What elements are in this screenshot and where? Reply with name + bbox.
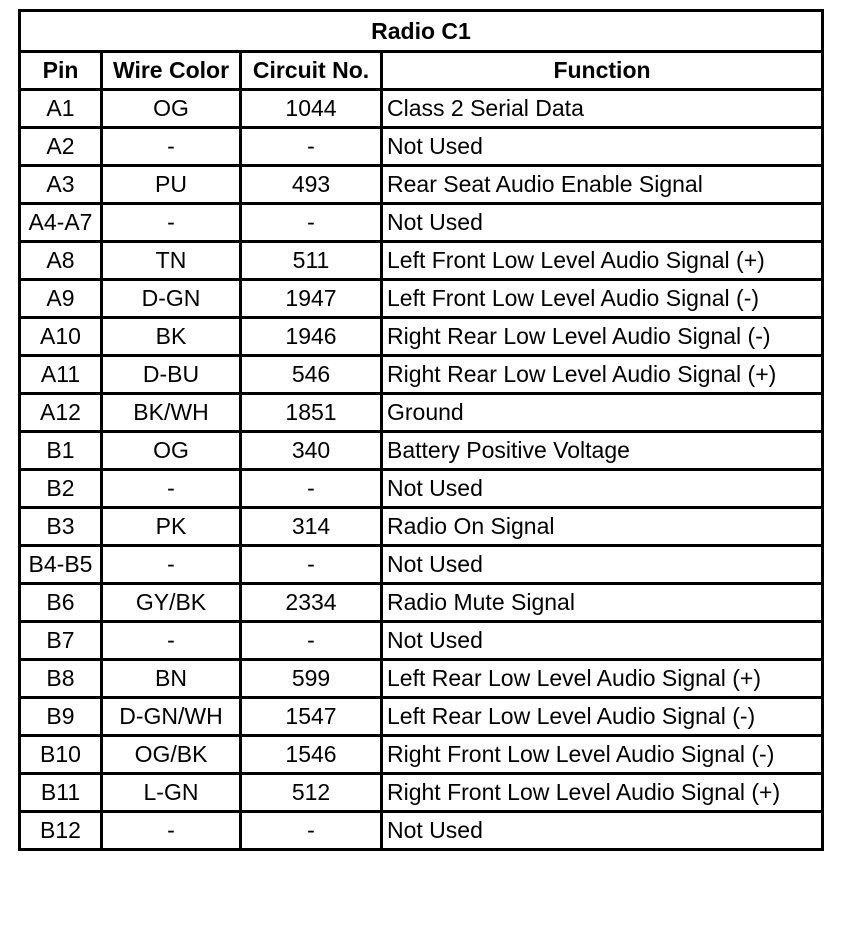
pin-cell: B9 <box>20 698 102 736</box>
table-row <box>20 774 823 812</box>
column-header-circuit-no: Circuit No. <box>241 52 382 90</box>
table-title: Radio C1 <box>20 11 823 52</box>
wire-color-cell: - <box>102 204 241 242</box>
connector-pinout-table <box>18 9 824 851</box>
function-cell: Not Used <box>382 622 823 660</box>
function-cell: Left Front Low Level Audio Signal (-) <box>382 280 823 318</box>
table-title-row <box>20 11 823 52</box>
wire-color-cell: D-BU <box>102 356 241 394</box>
table-row <box>20 584 823 622</box>
function-cell: Ground <box>382 394 823 432</box>
table-row <box>20 736 823 774</box>
table-row <box>20 318 823 356</box>
function-cell: Left Rear Low Level Audio Signal (-) <box>382 698 823 736</box>
function-cell: Not Used <box>382 128 823 166</box>
function-cell: Right Rear Low Level Audio Signal (-) <box>382 318 823 356</box>
function-cell: Right Front Low Level Audio Signal (+) <box>382 774 823 812</box>
table-row <box>20 394 823 432</box>
wire-color-cell: - <box>102 622 241 660</box>
circuit-number-cell: 1044 <box>241 90 382 128</box>
circuit-number-cell: - <box>241 128 382 166</box>
circuit-number-cell: - <box>241 204 382 242</box>
column-header-function: Function <box>382 52 823 90</box>
function-cell: Not Used <box>382 470 823 508</box>
function-cell: Right Rear Low Level Audio Signal (+) <box>382 356 823 394</box>
wire-color-cell: GY/BK <box>102 584 241 622</box>
wire-color-cell: L-GN <box>102 774 241 812</box>
table-row <box>20 698 823 736</box>
table-row <box>20 812 823 850</box>
table-row <box>20 128 823 166</box>
function-cell: Not Used <box>382 812 823 850</box>
table-row <box>20 90 823 128</box>
function-cell: Right Front Low Level Audio Signal (-) <box>382 736 823 774</box>
circuit-number-cell: 511 <box>241 242 382 280</box>
circuit-number-cell: 493 <box>241 166 382 204</box>
pin-cell: B11 <box>20 774 102 812</box>
circuit-number-cell: 1547 <box>241 698 382 736</box>
pin-cell: B1 <box>20 432 102 470</box>
pin-cell: B3 <box>20 508 102 546</box>
circuit-number-cell: 599 <box>241 660 382 698</box>
function-cell: Radio On Signal <box>382 508 823 546</box>
circuit-number-cell: 1947 <box>241 280 382 318</box>
circuit-number-cell: - <box>241 812 382 850</box>
wire-color-cell: BK <box>102 318 241 356</box>
table-row <box>20 242 823 280</box>
wire-color-cell: OG <box>102 90 241 128</box>
circuit-number-cell: 512 <box>241 774 382 812</box>
wire-color-cell: PU <box>102 166 241 204</box>
pin-cell: A12 <box>20 394 102 432</box>
table-row <box>20 546 823 584</box>
table-body <box>20 90 823 850</box>
pin-cell: B4-B5 <box>20 546 102 584</box>
column-header-wire-color: Wire Color <box>102 52 241 90</box>
wire-color-cell: D-GN <box>102 280 241 318</box>
function-cell: Not Used <box>382 204 823 242</box>
pin-cell: A2 <box>20 128 102 166</box>
circuit-number-cell: - <box>241 470 382 508</box>
table-row <box>20 508 823 546</box>
wire-color-cell: - <box>102 470 241 508</box>
table-header-row <box>20 52 823 90</box>
table-row <box>20 432 823 470</box>
pin-cell: A4-A7 <box>20 204 102 242</box>
circuit-number-cell: 2334 <box>241 584 382 622</box>
circuit-number-cell: 1546 <box>241 736 382 774</box>
table-row <box>20 470 823 508</box>
pin-cell: B7 <box>20 622 102 660</box>
wire-color-cell: OG/BK <box>102 736 241 774</box>
table-row <box>20 356 823 394</box>
function-cell: Rear Seat Audio Enable Signal <box>382 166 823 204</box>
wire-color-cell: - <box>102 812 241 850</box>
circuit-number-cell: 546 <box>241 356 382 394</box>
function-cell: Class 2 Serial Data <box>382 90 823 128</box>
circuit-number-cell: 1851 <box>241 394 382 432</box>
pin-cell: A3 <box>20 166 102 204</box>
pin-cell: A8 <box>20 242 102 280</box>
wire-color-cell: - <box>102 546 241 584</box>
wire-color-cell: - <box>102 128 241 166</box>
pin-cell: B12 <box>20 812 102 850</box>
pin-cell: A11 <box>20 356 102 394</box>
table-row <box>20 280 823 318</box>
function-cell: Left Front Low Level Audio Signal (+) <box>382 242 823 280</box>
wire-color-cell: OG <box>102 432 241 470</box>
wire-color-cell: BK/WH <box>102 394 241 432</box>
function-cell: Not Used <box>382 546 823 584</box>
function-cell: Radio Mute Signal <box>382 584 823 622</box>
table-row <box>20 204 823 242</box>
function-cell: Left Rear Low Level Audio Signal (+) <box>382 660 823 698</box>
wire-color-cell: PK <box>102 508 241 546</box>
circuit-number-cell: 1946 <box>241 318 382 356</box>
pin-cell: B8 <box>20 660 102 698</box>
circuit-number-cell: 340 <box>241 432 382 470</box>
circuit-number-cell: 314 <box>241 508 382 546</box>
table-row <box>20 660 823 698</box>
wire-color-cell: BN <box>102 660 241 698</box>
pin-cell: B10 <box>20 736 102 774</box>
table-row <box>20 166 823 204</box>
wire-color-cell: D-GN/WH <box>102 698 241 736</box>
pin-cell: A9 <box>20 280 102 318</box>
pin-cell: A1 <box>20 90 102 128</box>
column-header-pin: Pin <box>20 52 102 90</box>
wire-color-cell: TN <box>102 242 241 280</box>
table-row <box>20 622 823 660</box>
circuit-number-cell: - <box>241 622 382 660</box>
circuit-number-cell: - <box>241 546 382 584</box>
pin-cell: B6 <box>20 584 102 622</box>
pin-cell: A10 <box>20 318 102 356</box>
pin-cell: B2 <box>20 470 102 508</box>
function-cell: Battery Positive Voltage <box>382 432 823 470</box>
connector-table-container <box>18 9 821 851</box>
